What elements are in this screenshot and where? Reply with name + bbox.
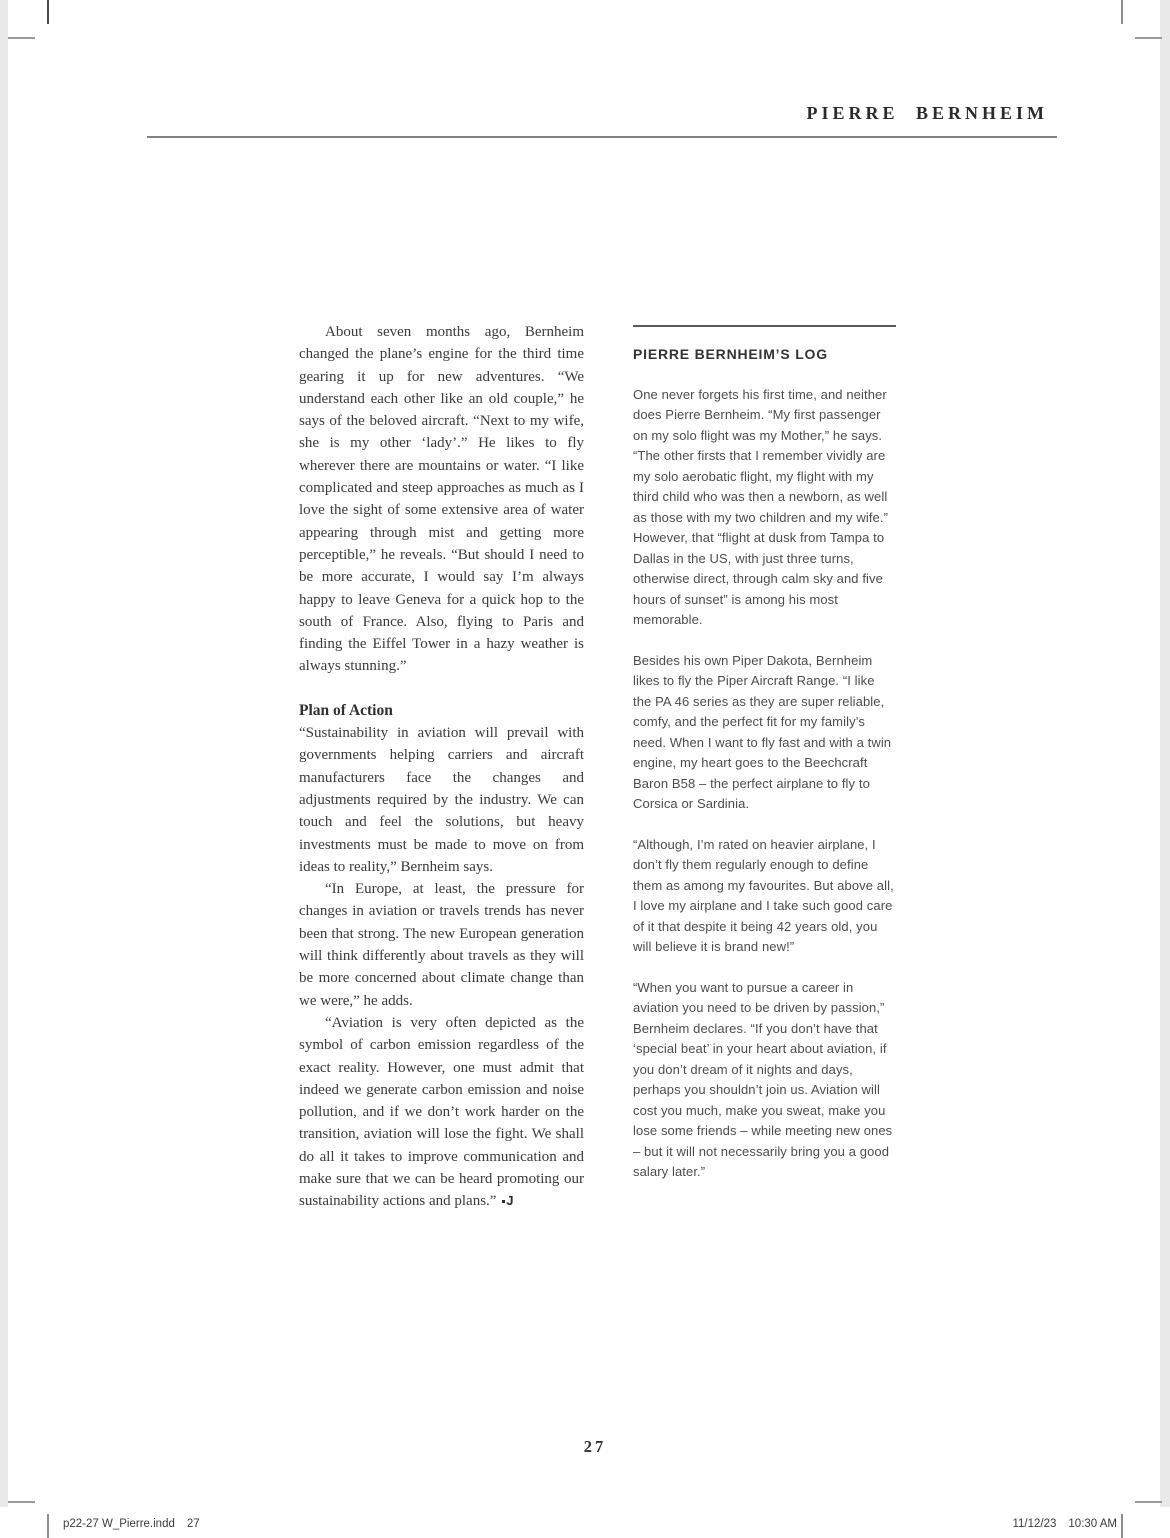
article-paragraph-europe: “In Europe, at least, the pressure for changes in aviation or travels trends has never been that strong. The new European generation will think differently about travels as they will be more concerned about climate change than we were,” he adds. [299,881,584,1009]
slug-time: 10:30 AM [1068,1518,1117,1530]
sidebar-paragraph-career: “When you want to pursue a career in aviation you need to be driven by passion,” Bernheim declares. “If you don’t have that ‘special beat’ in your heart about aviation, if you don’t dream of it nights and days, perhaps you shouldn’t join us. Aviation will cost you much, make you sweat, make you lose some friends – while meeting new ones – but it will not necessarily bring you a good salary later.” [633,979,893,1179]
crop-mark-top-right-horizontal [1135,37,1162,39]
slug-date: 11/12/23 [1012,1518,1057,1530]
sidebar-heading: PIERRE BERNHEIM’S LOG [633,346,828,362]
article-column [299,321,584,1213]
end-of-article-mark: J [500,1193,513,1208]
crop-mark-top-right-vertical [1121,0,1123,24]
slug-sheet-number: 27 [186,1518,200,1530]
sidebar-paragraph-firsts: One never forgets his first time, and neither does Pierre Bernheim. “My first passenger on my solo flight was my Mother,” he says. “The other firsts that I remember vividly are my solo aerobatic flight, my flight with my third child who was then a newborn, as well as those with my two children and my wife.” However, that “flight at dusk from Tampa to Dallas in the US, with just three turns, otherwise direct, through calm sky and five hours of sunset” is among his most memorable. [633,386,889,627]
sidebar-paragraph-airplane: “Although, I’m rated on heavier airplane, I don’t fly them regularly enough to define them as among my favourites. But above all, I love my airplane and I take such good care of it that despite it being 42 years old, you will believe it is brand new!” [633,836,894,954]
running-head-rule [147,136,1057,138]
article-paragraph-sustainability: “Sustainability in aviation will prevail with governments helping carriers and aircraft manufacturers face the changes and adjustments required by the industry. We can touch and feel the solutions, but heavy investments must be made to move on from ideas to reality,” Bernheim says. [299,725,584,875]
crop-mark-top-left-vertical [47,0,49,24]
article-paragraph-intro: About seven months ago, Bernheim changed the plane’s engine for the third time gearing it up for new adventures. “We understand each other like an old couple,” he says of the beloved aircraft. “Next to my wife, she is my other ‘lady’.” He likes to fly wherever there are mountains or water. “I like complicated and steep approaches as much as I love the sight of some extensive area of water appearing through mist and getting more perceptible,” he reveals. “But should I need to be more accurate, I would say I’m always happy to leave Geneva for a quick hop to the south of France. Also, flying to Paris and finding the Eiffel Tower in a hazy weather is always stunning.” [299,324,584,675]
page-number: 27 [583,1437,607,1456]
crop-mark-top-left-horizontal [8,37,35,39]
sidebar-paragraph-aircraft: Besides his own Piper Dakota, Bernheim likes to fly the Piper Aircraft Range. “I like the PA 46 series as they are super reliable, comfy, and the perfect fit for my family’s need. When I want to fly fast and with a twin engine, my heart goes to the Beechcraft Baron B58 – the perfect airplane to fly to Corsica or Sardinia. [633,652,892,811]
article-paragraph-aviation-text: “Aviation is very often depicted as the symbol of carbon emission regardless of the exact reality. However, one must admit that indeed we generate carbon emission and noise pollution, and if we don’t work harder on the transition, aviation will lose the fight. We shall do all it takes to improve communication and make sure that we can be heard promoting our sustainability actions and plans.” [299,1014,584,1210]
article-paragraph-aviation [299,1012,584,1213]
crop-mark-bottom-right-horizontal [1135,1501,1162,1503]
crop-mark-bottom-left-horizontal [8,1501,35,1503]
sidebar-column [633,325,896,1183]
slug-line [0,1518,1170,1534]
slug-filename: p22-27 W_Pierre.indd [63,1518,175,1530]
running-head-title: PIERRE BERNHEIM [806,103,1048,123]
slug-left [63,1518,200,1530]
page-edge-left-strip [0,0,8,1507]
sidebar-top-rule [633,325,896,327]
slug-right [1012,1518,1117,1530]
article-section-heading: Plan of Action [299,701,393,719]
page-edge-right-strip [1160,0,1170,1507]
